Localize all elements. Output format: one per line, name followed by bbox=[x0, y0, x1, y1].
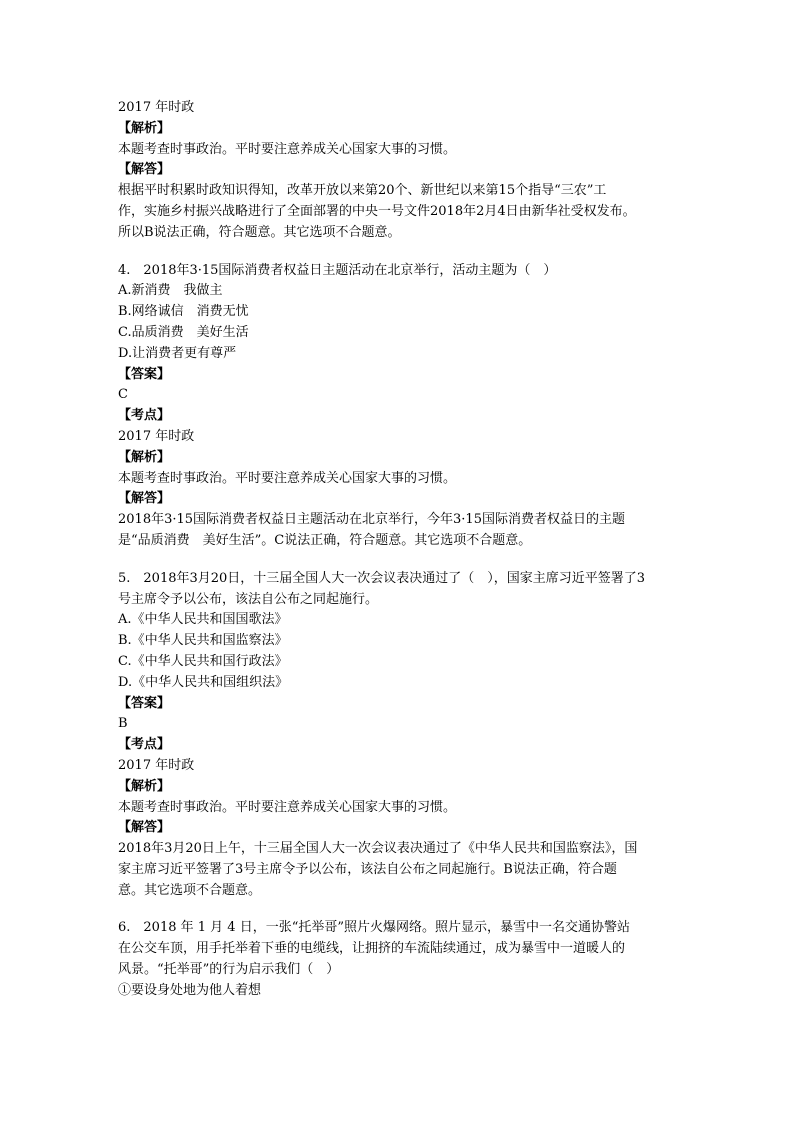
section-tag: 【考点】 bbox=[118, 408, 171, 424]
text-line: B.《中华人民共和国监察法》 bbox=[118, 633, 288, 649]
paragraph-gap bbox=[118, 901, 678, 918]
text-line: B.网络诚信 消费无忧 bbox=[118, 304, 249, 320]
text-line: 4. 2018年3·15国际消费者权益日主题活动在北京举行，活动主题为（ ） bbox=[118, 262, 557, 278]
text-line: A.新消费 我做主 bbox=[118, 283, 223, 299]
text-line: D.《中华人民共和国组织法》 bbox=[118, 674, 289, 690]
text-line: A.《中华人民共和国国歌法》 bbox=[118, 612, 288, 628]
paragraph-gap bbox=[118, 244, 678, 261]
text-line: 家主席习近平签署了3号主席令予以公布，该法自公布之同起施行。B说法正确，符合题 bbox=[118, 861, 617, 877]
paragraph-gap bbox=[118, 552, 678, 569]
section-tag: 【解答】 bbox=[118, 162, 171, 178]
text-line: 作，实施乡村振兴战略进行了全面部署的中央一号文件2018年2月4日由新华社受权发布。 bbox=[118, 203, 636, 219]
text-line: 本题考查时事政治。平时要注意养成关心国家大事的习惯。 bbox=[118, 470, 457, 486]
section-tag: 【解析】 bbox=[118, 449, 171, 465]
text-line: 意。其它选项不合题意。 bbox=[118, 882, 262, 898]
section-tag: 【解析】 bbox=[118, 120, 171, 136]
text-line: 在公交车顶，用手托举着下垂的电缆线，让拥挤的车流陆续通过，成为暴雪中一道暖人的 bbox=[118, 941, 626, 957]
text-line: 本题考查时事政治。平时要注意养成关心国家大事的习惯。 bbox=[118, 799, 457, 815]
text-line: 2018年3月20日上午，十三届全国人大一次会议表决通过了《中华人民共和国监察法》，国 bbox=[118, 841, 638, 857]
text-line: 风景。“托举哥”的行为启示我们（ ） bbox=[118, 962, 340, 978]
section-tag: 【解答】 bbox=[118, 491, 171, 507]
section-tag: 【答案】 bbox=[118, 695, 171, 711]
text-line: C.《中华人民共和国行政法》 bbox=[118, 653, 288, 669]
section-tag: 【解答】 bbox=[118, 820, 171, 836]
text-line: C bbox=[118, 387, 128, 403]
text-line: 是“品质消费 美好生活”。C说法正确，符合题意。其它选项不合题意。 bbox=[118, 532, 532, 548]
text-line: 号主席令予以公布，该法自公布之同起施行。 bbox=[118, 591, 379, 607]
text-line: 根据平时积累时政知识得知，改革开放以来第20个、新世纪以来第15个指导“三农”工 bbox=[118, 183, 607, 199]
text-line: 2017 年时政 bbox=[118, 100, 195, 115]
text-line: 5. 2018年3月20日，十三届全国人大一次会议表决通过了（ ），国家主席习近平签署了3 bbox=[118, 570, 646, 586]
text-line: B bbox=[118, 716, 128, 732]
text-line: D.让消费者更有尊严 bbox=[118, 345, 237, 361]
text-line: 所以B说法正确，符合题意。其它选项不合题意。 bbox=[118, 224, 401, 240]
text-line: 本题考查时事政治。平时要注意养成关心国家大事的习惯。 bbox=[118, 141, 457, 157]
text-line: 2018年3·15国际消费者权益日主题活动在北京举行，今年3·15国际消费者权益日的主题 bbox=[118, 512, 625, 528]
text-line: 2017 年时政 bbox=[118, 757, 195, 773]
section-tag: 【解析】 bbox=[118, 778, 171, 794]
section-tag: 【答案】 bbox=[118, 366, 171, 382]
text-line: 2017 年时政 bbox=[118, 428, 195, 444]
document-body bbox=[118, 98, 678, 1002]
text-line: ①要设身处地为他人着想 bbox=[118, 982, 262, 998]
section-tag: 【考点】 bbox=[118, 737, 171, 753]
text-line: C.品质消费 美好生活 bbox=[118, 324, 249, 340]
text-line: 6. 2018 年 1 月 4 日，一张“托举哥”照片火爆网络。照片显示，暴雪中一名交通协警站 bbox=[118, 920, 630, 936]
